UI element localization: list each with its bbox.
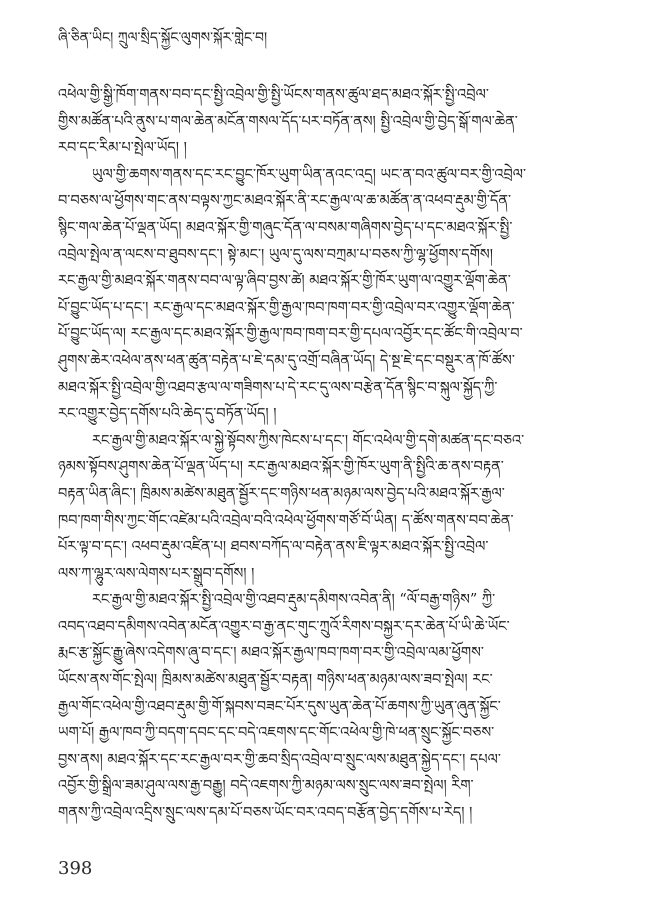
text-line: སྙིང་གལ་ཆེན་པོ་ལྡན་ཡོད། མཐའ་སྐོར་གྱི་གཞུང་དོན་ལ་བསམ་གཞིགས་བྱེད་པ་དང་མཐའ་སྐོར་སྤྱི་ (58, 219, 513, 236)
text-line: གནས་ཀྱི་འབྲེལ་འདྲིས་སྲུང་ལས་དམ་པོ་བཅས་ཡོང་བར་འབད་བརྩོན་བྱེད་དགོས་པ་རེད། ། (58, 805, 473, 822)
text-line: ཉམས་སྟོབས་ཤུགས་ཆེན་པོ་ལྡན་ཡོད་པ། རང་རྒྱལ་མཐའ་སྐོར་གྱི་ཁོར་ཡུག་ནི་སྤྱིའི་ཆ་ནས་བརྟན་ (58, 459, 504, 476)
text-line: རང་རྒྱལ་གྱི་མཐའ་སྐོར་གནས་བབ་ལ་ལྟ་ཞིབ་བྱས་ཚེ། མཐའ་སྐོར་གྱི་ཁོར་ཡུག་ལ་འགྱུར་ལྡོག་ཆེན་ (58, 273, 511, 290)
text-line: པོ་བྱུང་ཡོད་ལ། རང་རྒྱལ་དང་མཐའ་སྐོར་གྱི་རྒྱལ་ཁབ་ཁག་བར་གྱི་དཔལ་འབྱོར་དང་ཚོང་གི་འབྲེལ་བ་ (58, 326, 523, 343)
body-text (58, 82, 618, 827)
paragraph (58, 428, 618, 588)
text-line: ཡག་པོ། རྒྱལ་ཁབ་ཀྱི་བདག་དབང་དང་བདེ་འཇགས་དང་གོང་འཕེལ་གྱི་ཁེ་ཕན་སྲུང་སྐྱོང་བཅས་ (58, 725, 495, 742)
text-line: པོར་ལྟ་བ་དང་། འཕབ་རྡུམ་འཛིན་པ། ཐབས་བཀོད་ལ་བརྟེན་ནས་ཇི་ལྟར་མཐའ་སྐོར་སྤྱི་འབྲེལ་ (58, 539, 489, 556)
text-line: རང་འགྱུར་བྱེད་དགོས་པའི་ཆེད་དུ་བཏོན་ཡོད། ། (58, 406, 277, 423)
page-number: 398 (58, 858, 93, 879)
text-line: འབྱོར་གྱི་སྒྲིལ་ཟམ་ཤུལ་ལས་རྒྱ་བརྒྱུ། བདེ་འཇགས་ཀྱི་མཉམ་ལས་སྲུང་ལས་ཟབ་སྤེལ། རིག་ (58, 778, 474, 795)
text-line: བ་བཅས་ལ་ཕྱོགས་གང་ནས་བལྟས་ཀྱང་མཐའ་སྐོར་ནི་རང་རྒྱལ་ལ་ཆ་མཚོན་ན་འཕབ་རྡུམ་གྱི་དོན་ (58, 193, 512, 210)
text-line: མཐའ་སྐོར་སྤྱི་འབྲེལ་གྱི་འཐབ་རྩལ་ལ་གཟིགས་པ་དེ་རང་དུ་ལས་བརྩེན་དོན་སྙིང་བ་སྐུལ་སྐྱོད་ཀྱི་ (58, 379, 498, 396)
text-line: རྨང་རྩ་སྐྱོང་རྒྱུ་ཞེས་འདེགས་ཞུ་བ་དང་། མཐའ་སྐོར་རྒྱལ་ཁབ་ཁག་བར་གྱི་འབྲེལ་ལམ་ཕྱོགས་ (58, 645, 484, 662)
text-line: བརྟན་ཡིན་ཞིང་། ཁྲིམས་མཚེས་མཐུན་སྦྱོར་དང་གཉིས་ཕན་མཉམ་ལས་བྱེད་པའི་མཐའ་སྐོར་རྒྱལ་ (58, 485, 505, 502)
text-line: ཤུགས་ཆེར་འཕེལ་ནས་ཕན་ཚུན་བརྟེན་པ་ཇེ་དམ་དུ་འགྲོ་བཞིན་ཡོད། དེ་སྔ་ཇེ་དང་བསྡུར་ན་ཁོ་ཚོས་ (58, 352, 515, 369)
text-line: རང་རྒྱལ་གྱི་མཐའ་སྐོར་སྤྱི་འབྲེལ་གྱི་འཐབ་རྡུམ་དམིགས་འབེན་ནི། “ལོ་བརྒྱ་གཉིས” ཀྱི་ (92, 592, 496, 609)
text-line: ལས་ཀ་ལྷུར་ལས་ལེགས་པར་སྒྲུབ་དགོས། ། (58, 565, 255, 582)
text-line: འབད་འཐབ་དམིགས་འབེན་མངོན་འགྱུར་བ་རྒྱ་ནང་གུང་ཀྲུའོ་རིགས་བསྐྱར་དར་ཆེན་པོ་ཡི་ཆེ་ཡོང་ (58, 618, 510, 635)
text-line: བྱས་ནས། མཐའ་སྐོར་དང་རང་རྒྱལ་བར་གྱི་ཆབ་སྲིད་འབྲེལ་བ་སྲུང་ལས་མཐུན་སྐྱེད་དང་། དཔལ་ (58, 751, 501, 768)
text-line: རབ་དང་རིམ་པ་སྤེལ་ཡོད། ། (58, 140, 187, 157)
text-line: འཕེལ་གྱི་སྒྱི་ཁོག་གནས་བབ་དང་སྤྱི་འབྲེལ་གྱི་སྤྱི་ཡོངས་གནས་ཚུལ་ཐད་མཐའ་སྐོར་སྤྱི་འབྲེལ་ (58, 87, 489, 103)
paragraph (58, 162, 618, 428)
text-line: ཡོངས་ནས་གོང་སྤེལ། ཁྲིམས་མཚེས་མཐུན་སྦྱོར་བརྟན། གཉིས་ཕན་མཉམ་ལས་ཟབ་སྤེལ། རང་ (58, 672, 493, 689)
text-line: རང་རྒྱལ་གྱི་མཐའ་སྐོར་ལ་སྐྱེ་སྟོབས་ཀྱིས་ཁེངས་པ་དང་། གོང་འཕེལ་གྱི་དགེ་མཚན་དང་བཅའ་ (92, 432, 525, 449)
text-line: རྒྱལ་གོང་འཕེལ་གྱི་འཐབ་རྡུམ་གྱི་གོ་སྐབས་བཟང་པོར་དུས་ཡུན་ཆེན་པོ་ཆགས་ཀྱི་ཡུན་ཞུན་སྐྱོང་ (58, 698, 501, 715)
running-header: ཞི་ཅིན་ཡིང། ཀྲུལ་སྲིད་སྐྱོང་ལུགས་སྐོར་གླེང་བ། (58, 30, 268, 46)
text-line: འབྲེལ་སྤེལ་ན་ལངས་བ་ཐུབས་དང་། སྟེ་མང་། ཡུལ་དུ་ལས་བཀྲམ་པ་བཅས་ཀྱི་ལྷ་ཕྱོགས་དགོས། (58, 246, 493, 263)
text-line: ཁབ་ཁག་གིས་ཀྱང་གོང་འཛེམ་པའི་འབྲེལ་བའི་འཕེལ་ཕྱོགས་གཙོ་བོ་ཡིན། ད་ཚོས་གནས་བབ་ཆེན་ (58, 512, 514, 529)
text-line: པོ་བྱུང་ཡོད་པ་དང་། རང་རྒྱལ་དང་མཐའ་སྐོར་གྱི་རྒྱལ་ཁབ་ཁག་བར་གྱི་འབྲེལ་བར་འགྱུར་ལྡོག་ཆེན་ (58, 299, 515, 316)
paragraph (58, 82, 618, 162)
paragraph (58, 587, 618, 826)
text-line: ཡུལ་གྱི་ཆགས་གནས་དང་རང་བྱུང་ཁོར་ཡུག་ཡིན་ནའང་འདྲ། ཡང་ན་བའ་ཚུལ་བར་གྱི་འབྲེལ་ (92, 166, 527, 183)
text-line: གྱིས་མཚོན་པའི་ནུས་པ་གལ་ཆེན་མངོན་གསལ་དོད་པར་བཏོན་ནས། སྤྱི་འབྲེལ་གྱི་བྱེད་སྒོ་གལ་ཆེན་ (58, 113, 518, 130)
